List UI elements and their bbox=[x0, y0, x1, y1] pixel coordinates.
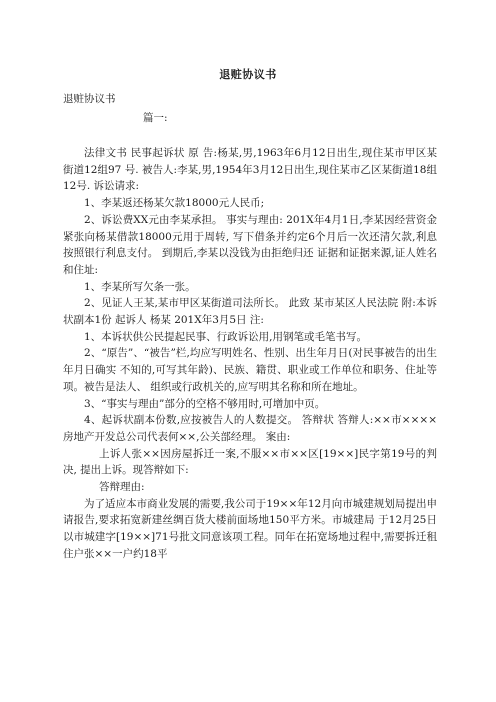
paragraph: 3、“事实与理由”部分的空格不够用时,可增加中页。 bbox=[84, 397, 326, 410]
paragraph: 1、李某返还杨某欠款18000元人民币; bbox=[84, 197, 265, 210]
document-body bbox=[63, 145, 437, 563]
paragraph: 答辩理由: bbox=[99, 481, 145, 494]
paragraph: 2、见证人王某,某市甲区某街道司法所长。 此致 某市某区人民法院 附:本诉状副本1份 起诉人 杨某 201X年3月5日 注: bbox=[63, 297, 437, 327]
paragraph: 4、起诉状副本份数,应按被告人的人数提交。 答辩状 答辩人:××市××××房地产开发总公司代表何××,公关部经理。 案由: bbox=[63, 414, 437, 443]
paragraph: 2、诉讼费XX元由李某承担。 事实与理由: 201X年4月1日,李某因经营资金紧张向杨某借款18000元用于周转, 写下借条并约定6个月后一次还清欠款,利息按照银行利息支付。 到期后,李某以没钱为由拒绝归还 证据和证据来源,证人姓名和住址: bbox=[63, 213, 437, 276]
paragraph: 2、“原告”、“被告”栏,均应写明姓名、性别、出生年月日(对民事被告的出生年月日确实 不知的,可写其年龄)、民族、籍贯、职业或工作单位和职务、住址等项。被告是法人、 组织或行政机关的,应写明其名称和所在地址。 bbox=[63, 347, 437, 393]
paragraph: 法律文书 民事起诉状 原 告:杨某,男,1963年6月12日出生,现住某市甲区某街道12组97 号. 被告人:李某,男,1954年3月12日出生,现住某市乙区某街道18组12号. 诉讼请求: bbox=[63, 147, 437, 193]
section-label: 篇一: bbox=[143, 112, 168, 124]
paragraph: 1、李某所写欠条一张。 bbox=[84, 280, 196, 293]
paragraph: 1、本诉状供公民提起民事、行政诉讼用,用钢笔或毛笔书写。 bbox=[84, 330, 368, 343]
document-title: 退赃协议书 bbox=[219, 68, 277, 81]
document-subtitle: 退赃协议书 bbox=[63, 93, 116, 105]
paragraph: 上诉人张××因房屋拆迁一案,不服××市××区[19××]民字第19号的判决, 提出上诉。现答辩如下: bbox=[63, 447, 437, 477]
paragraph: 为了适应本市商业发展的需要,我公司于19××年12月向市城建规划局提出申请报告,要求拓宽新建丝绸百货大楼前面场地150平方米。市城建局 于12月25日以市城建字[19××]71号批文同意该项工程。同年在拓宽场地过程中,需要拆迁租住户张××一户约18平 bbox=[63, 497, 437, 560]
